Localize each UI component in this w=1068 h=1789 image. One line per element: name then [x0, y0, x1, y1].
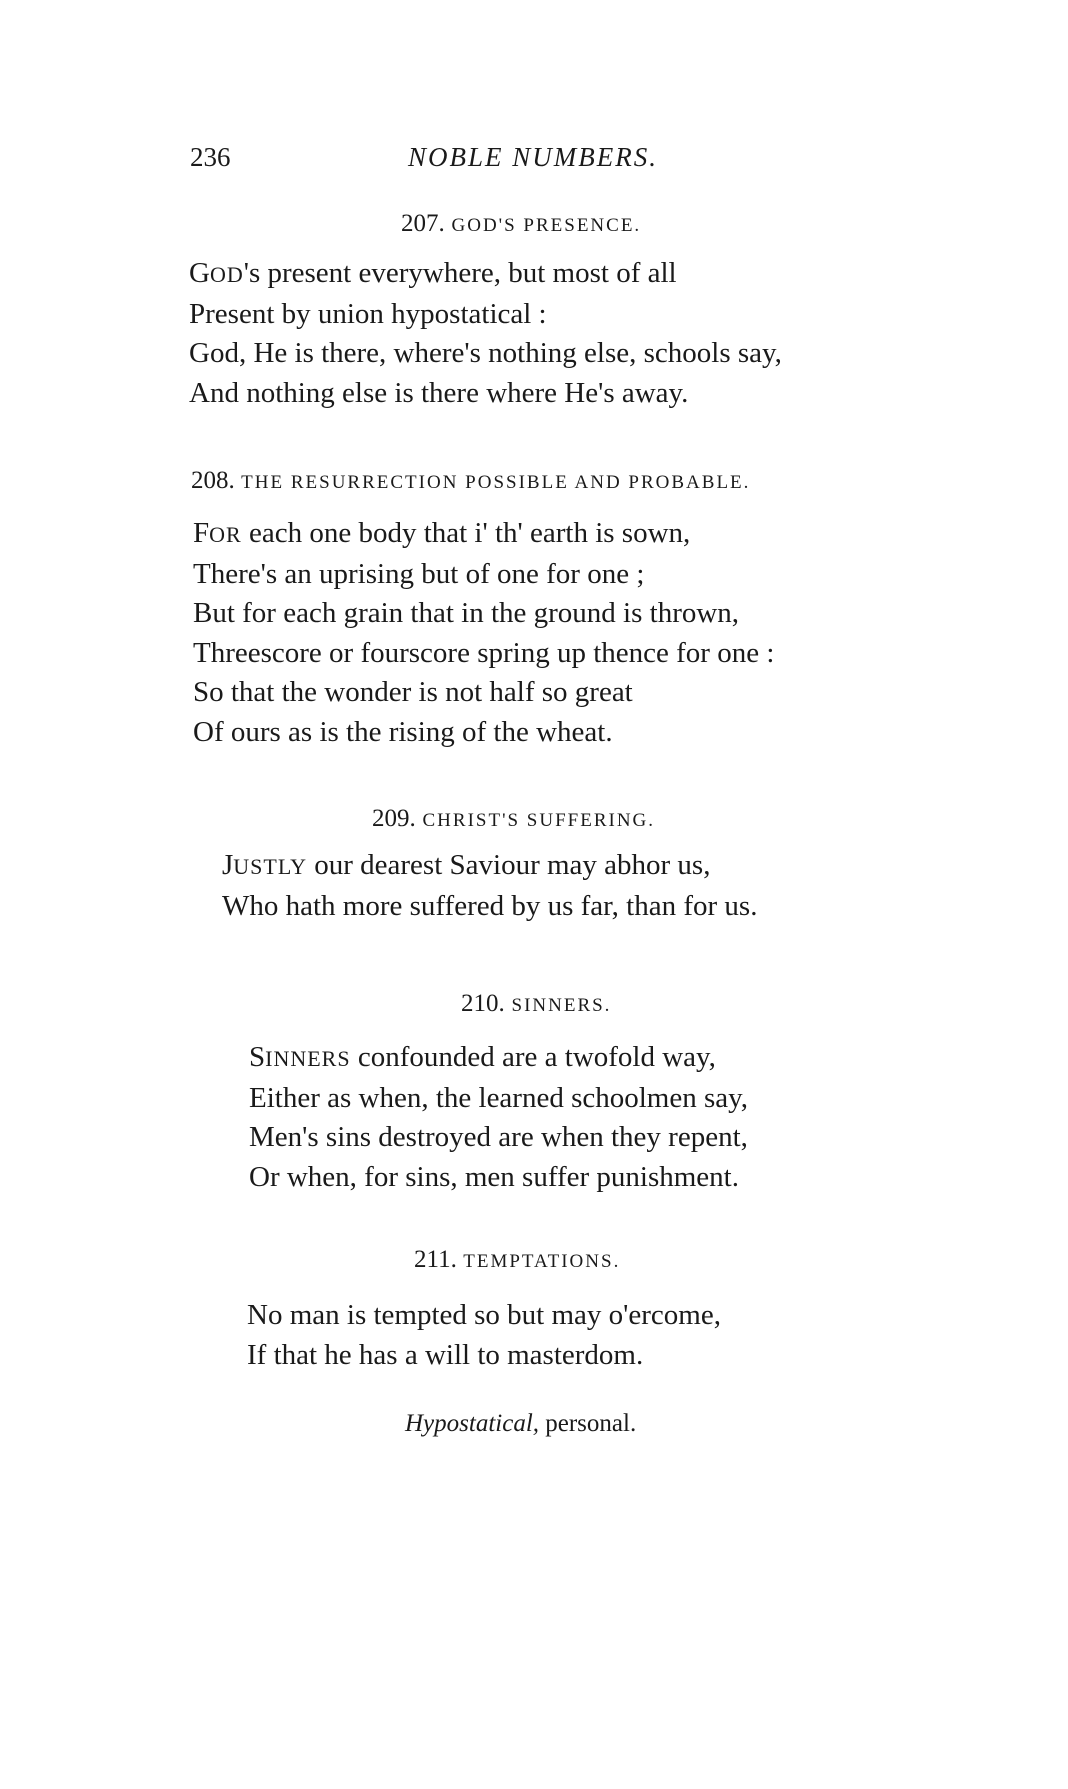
poem-title: GOD'S PRESENCE. [451, 215, 642, 236]
poem-line: But for each grain that in the ground is thrown, [193, 597, 740, 629]
poem-title: CHRIST'S SUFFERING. [422, 810, 656, 831]
poem-title: SINNERS. [511, 995, 612, 1016]
poem-209-heading [372, 805, 655, 833]
poem-title: THE RESURRECTION POSSIBLE AND PROBABLE. [241, 472, 751, 493]
poem-line: Either as when, the learned schoolmen say, [249, 1081, 749, 1114]
poem-title: TEMPTATIONS. [463, 1251, 621, 1272]
poem-line: There's an uprising but of one for one ; [193, 557, 645, 590]
poem-number: 210. [461, 990, 505, 1017]
poem-line: So that the wonder is not half so great [193, 676, 633, 708]
poem-line: No man is tempted so but may o'ercome, [247, 1299, 721, 1331]
poem-line: Present by union hypostatical : [189, 297, 547, 330]
poem-210-heading [461, 990, 611, 1018]
poem-208-text [193, 514, 774, 752]
poem-207-heading [401, 210, 641, 238]
poem-line: Who hath more suffered by us far, than for us. [222, 889, 758, 922]
poem-line: Of ours as is the rising of the wheat. [193, 715, 613, 748]
poem-line: Or when, for sins, men suffer punishment. [249, 1160, 739, 1193]
poem-line: SINNERS confounded are a twofold way, [249, 1041, 716, 1073]
book-title: NOBLE NUMBERS. [408, 142, 658, 172]
poem-line: If that he has a will to masterdom. [247, 1338, 644, 1371]
poem-number: 211. [414, 1246, 457, 1273]
poem-210-text [249, 1038, 748, 1197]
poem-line: FOR each one body that i' th' earth is sown, [193, 517, 691, 549]
running-head [190, 142, 720, 182]
poem-number: 207. [401, 210, 445, 237]
poem-line: And nothing else is there where He's away. [189, 376, 689, 409]
poem-number: 209. [372, 805, 416, 832]
poem-line: JUSTLY our dearest Saviour may abhor us, [222, 849, 711, 881]
footnote-definition: personal. [539, 1410, 637, 1437]
page-number: 236 [190, 142, 231, 172]
footnote-term: Hypostatical, [405, 1410, 540, 1437]
poem-number: 208. [191, 467, 235, 494]
poem-207-text [189, 254, 782, 413]
poem-line: Threescore or fourscore spring up thence for one : [193, 636, 775, 669]
poem-211-text [247, 1296, 721, 1375]
poem-211-heading [414, 1246, 620, 1274]
poem-208-heading [191, 467, 750, 495]
poem-line: God, He is there, where's nothing else, schools say, [189, 337, 782, 369]
footnote [405, 1410, 636, 1438]
poem-209-text [222, 846, 757, 926]
poem-line: GOD's present everywhere, but most of all [189, 257, 677, 289]
poem-line: Men's sins destroyed are when they repent, [249, 1121, 748, 1153]
